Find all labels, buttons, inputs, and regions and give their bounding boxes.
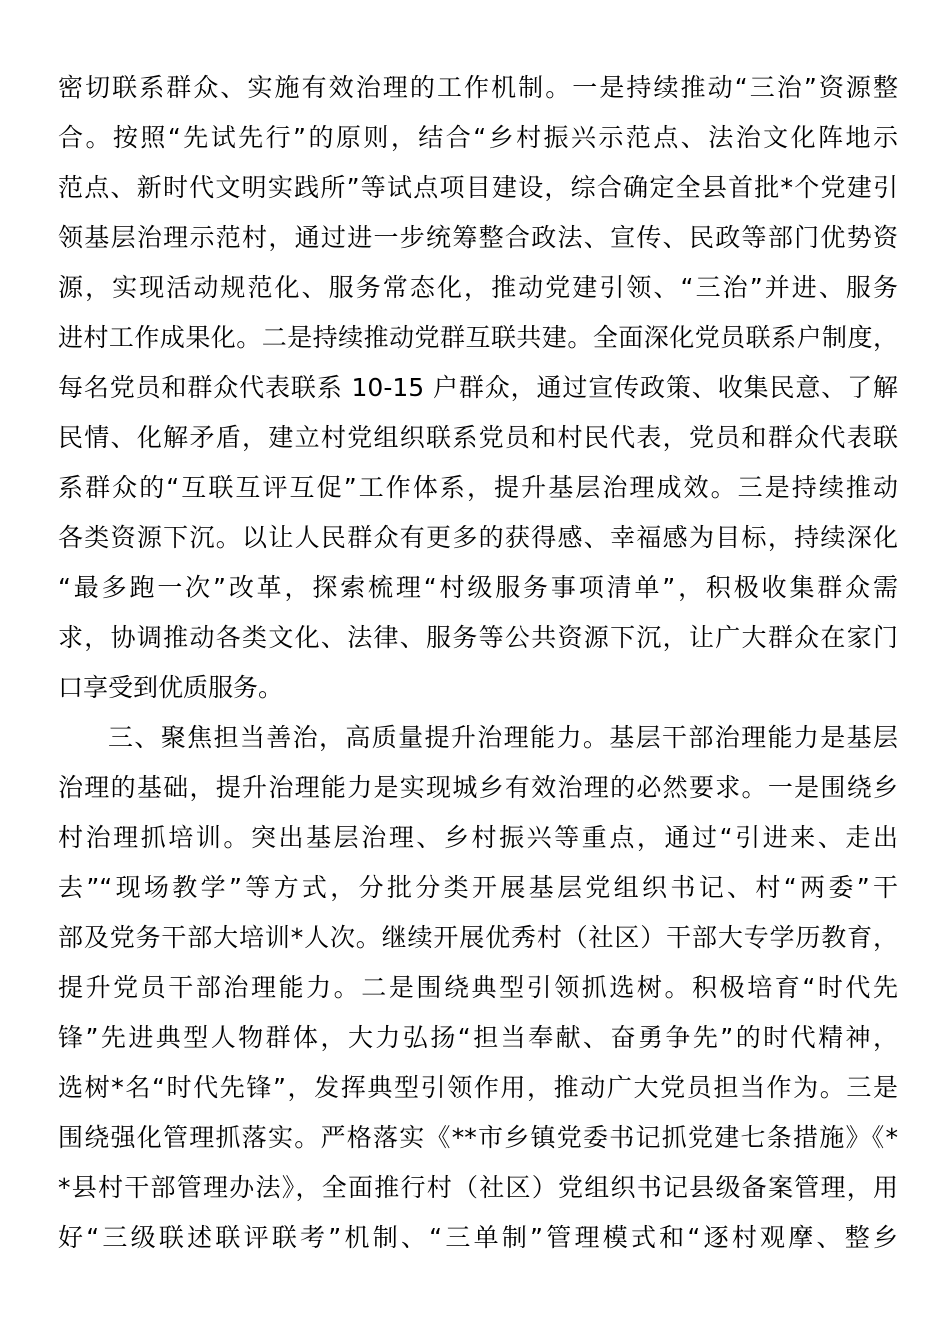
text-line: 民情、化解矛盾，建立村党组织联系党员和村民代表，党员和群众代表联 xyxy=(58,423,898,452)
text-line: 部及党务干部大培训*人次。继续开展优秀村（社区）干部大专学历教育， xyxy=(58,923,898,952)
text-line: 合。按照“先试先行”的原则，结合“乡村振兴示范点、法治文化阵地示 xyxy=(58,123,898,152)
text-line: 好“三级联述联评联考”机制、“三单制”管理模式和“逐村观摩、整乡 xyxy=(58,1223,898,1252)
text-line: 村治理抓培训。突出基层治理、乡村振兴等重点，通过“引进来、走出 xyxy=(58,823,898,852)
text-line: 提升党员干部治理能力。二是围绕典型引领抓选树。积极培育“时代先 xyxy=(58,973,898,1002)
text-line: *县村干部管理办法》，全面推行村（社区）党组织书记县级备案管理，用 xyxy=(58,1173,898,1202)
text-line: 口享受到优质服务。 xyxy=(58,673,284,702)
text-line: 选树*名“时代先锋”，发挥典型引领作用，推动广大党员担当作为。三是 xyxy=(58,1073,898,1102)
text-line: 求，协调推动各类文化、法律、服务等公共资源下沉，让广大群众在家门 xyxy=(58,623,898,652)
text-line: 范点、新时代文明实践所”等试点项目建设，综合确定全县首批*个党建引 xyxy=(58,173,898,202)
text-line: 进村工作成果化。二是持续推动党群互联共建。全面深化党员联系户制度， xyxy=(58,323,898,352)
text-line: 去”“现场教学”等方式，分批分类开展基层党组织书记、村“两委”干 xyxy=(58,873,898,902)
text-line: 密切联系群众、实施有效治理的工作机制。一是持续推动“三治”资源整 xyxy=(58,73,898,102)
text-line: 系群众的“互联互评互促”工作体系，提升基层治理成效。三是持续推动 xyxy=(58,473,898,502)
text-line: 各类资源下沉。以让人民群众有更多的获得感、幸福感为目标，持续深化 xyxy=(58,523,898,552)
text-line: 治理的基础，提升治理能力是实现城乡有效治理的必然要求。一是围绕乡 xyxy=(58,773,898,802)
text-line: 领基层治理示范村，通过进一步统筹整合政法、宣传、民政等部门优势资 xyxy=(58,223,898,252)
text-line: 围绕强化管理抓落实。严格落实《**市乡镇党委书记抓党建七条措施》《* xyxy=(58,1123,898,1152)
text-line: 每名党员和群众代表联系 10-15 户群众，通过宣传政策、收集民意、了解 xyxy=(58,373,898,402)
text-line: 源，实现活动规范化、服务常态化，推动党建引领、“三治”并进、服务 xyxy=(58,273,898,302)
text-line: 锋”先进典型人物群体，大力弘扬“担当奉献、奋勇争先”的时代精神， xyxy=(58,1023,898,1052)
paragraph-heading-line: 三、聚焦担当善治，高质量提升治理能力。基层干部治理能力是基层 xyxy=(108,723,898,752)
text-line: “最多跑一次”改革，探索梳理“村级服务事项清单”，积极收集群众需 xyxy=(58,573,898,602)
